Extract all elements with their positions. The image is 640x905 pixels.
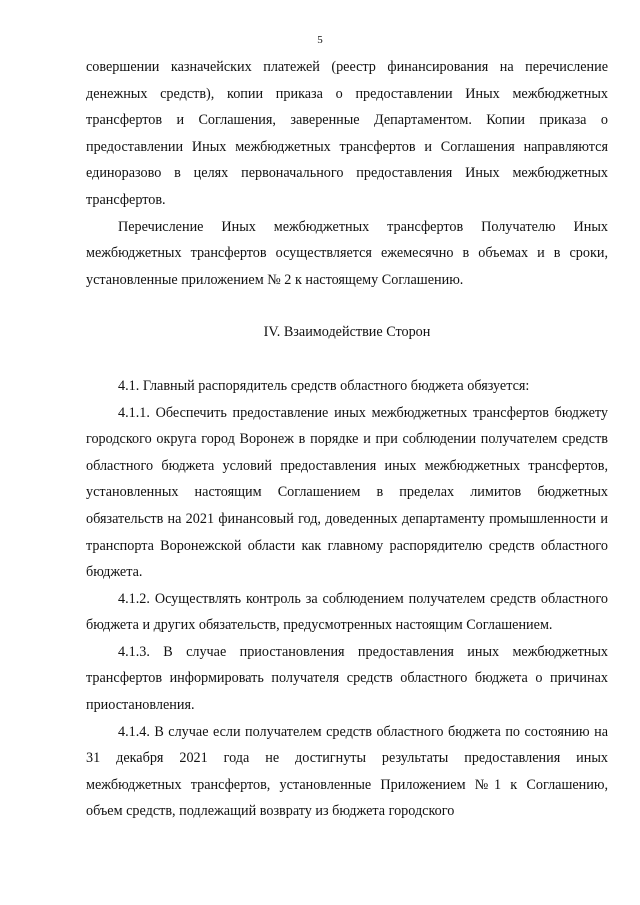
paragraph-4-1-1: 4.1.1. Обеспечить предоставление иных межбюджетных трансфертов бюджету городского округа город Воронеж в порядке и при соблюдении получателем средств областного бюджета условий предоставления иных межбюджетных трансфертов, установленных настоящим Соглашением в пределах лимитов бюджетных обязательств на 2021 финансовый год, доведенных департаменту промышленности и транспорта Воронежской области как главному распорядителю средств областного бюджета.: [86, 404, 608, 581]
paragraph-continuation: совершении казначейских платежей (реестр финансирования на перечисление денежных средств), копии приказа о предоставлении Иных межбюджетных трансфертов и Соглашения, заверенные Департаментом. Копии приказа о предоставлении Иных межбюджетных трансфертов и Соглашения направляются единоразово в целях первоначального предоставления Иных межбюджетных трансфертов.: [86, 59, 608, 208]
paragraph-4-1: 4.1. Главный распорядитель средств областного бюджета обязуется:: [118, 377, 530, 394]
section-heading: IV. Взаимодействие Сторон: [263, 324, 431, 341]
paragraph-transfer-schedule: Перечисление Иных межбюджетных трансфертов Получателю Иных межбюджетных трансфертов осуществляется ежемесячно в объемах и в сроки, установленные приложением № 2 к настоящему Соглашению.: [86, 218, 608, 288]
paragraph-4-1-4: 4.1.4. В случае если получателем средств областного бюджета по состоянию на 31 декабря 2021 года не достигнуты результаты предоставления иных межбюджетных трансфертов, установленные Приложением №1 к Соглашению, объем средств, подлежащий возврату из бюджета городского: [86, 723, 608, 820]
paragraph-4-1-2: 4.1.2. Осуществлять контроль за соблюдением получателем средств областного бюджета и других обязательств, предусмотренных настоящим Соглашением.: [86, 590, 608, 634]
document-body: [86, 54, 608, 825]
paragraph-4-1-3: 4.1.3. В случае приостановления предоставления иных межбюджетных трансфертов информировать получателя средств областного бюджета о причинах приостановления.: [86, 643, 608, 714]
page-number: 5: [317, 34, 323, 46]
